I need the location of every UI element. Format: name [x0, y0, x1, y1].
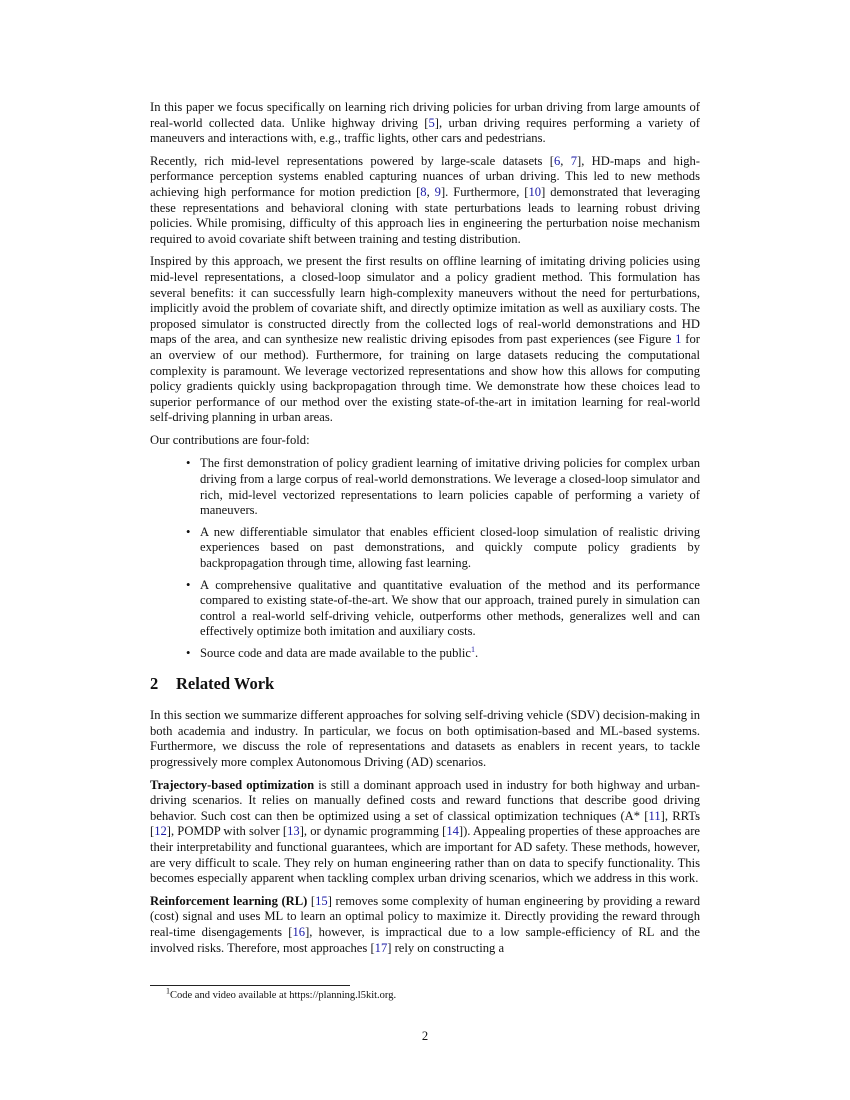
text-run: ], however, is impractical due to a low sample-efficiency of RL and the involved risks. Therefore, most approaches [ [150, 924, 700, 955]
citation-link[interactable]: 5 [428, 115, 435, 130]
intro-paragraph-1 [150, 100, 700, 147]
text-run: is still a dominant approach used in industry for both highway and urban-driving scenarios. It relies on manually defined costs and reward functions that describe good driving behavior. Such cost can then be optimized using a set of classical optimization techniques (A* [ [150, 777, 700, 823]
contributions-list [150, 456, 700, 661]
citation-link[interactable]: 1 [675, 332, 682, 347]
text-run: ]). Appealing properties of these approaches are their interpretability and functional guarantees, which are important for AD safety. These methods, however, are very difficult to scale. They rely on human engineering rather than on data to specify functionality. This becomes especially apparent when tackling complex urban driving scenarios, which we address in this work. [150, 824, 700, 886]
text-run: Source code and data are made available to the public [200, 646, 471, 660]
bold-term: Trajectory-based optimization [150, 777, 315, 792]
text-run: In this paper we focus specifically on learning rich driving policies for urban driving from large amounts of real-world collected data. Unlike highway driving [ [150, 100, 700, 130]
citation-link[interactable]: 10 [528, 184, 542, 199]
citation-link[interactable]: 6 [553, 153, 561, 168]
text-run: ], POMDP with solver [ [166, 824, 288, 839]
text-run: Inspired by this approach, we present the first results on offline learning of imitating driving policies using mid-level representations, a closed-loop simulator and a policy gradient method. This formulation has several benefits: it can successfully learn high-complexity maneuvers without the need for perturbations, implicitly avoid the problem of covariate shift, and directly optimize imitation as well as auxiliary costs. The proposed simulator is constructed directly from the collected logs of real-world demonstrations and HD maps of the area, and can synthesize new realistic driving episodes from past experiences (see Figure [150, 254, 700, 347]
footnote-text: Code and video available at https://planning.l5kit.org. [170, 990, 397, 1001]
citation-link[interactable]: 7 [570, 153, 577, 168]
text-run: ], HD-maps and high-performance perception systems enabled capturing nuances of urban driving. This led to new methods achieving high performance for motion prediction [ [150, 153, 700, 199]
text-run: In this section we summarize different approaches for solving self-driving vehicle (SDV) decision-making in both academia and industry. In particular, we focus on both optimisation-based and ML-based systems. Furthermore, we discuss the role of representations and datasets as enablers in recent years, to tackle progressively more complex Autonomous Driving (AD) scenarios. [150, 708, 700, 769]
page-number: 2 [421, 1029, 429, 1043]
text-run: ], RRTs [ [150, 808, 700, 839]
text-run: ] rely on constructing a [387, 940, 505, 955]
contributions-intro [150, 433, 700, 449]
text-run: ]. Furthermore, [ [440, 184, 529, 199]
text-run: for an overview of our method). Furthermore, for training on large datasets reducing the computational complexity is paramount. We leverage vectorized representations and show how this allows for computing policy gradients quickly using backpropagation through time. We demonstrate how these choices lead to superior performance of our method over the existing state-of-the-art in imitation learning for real-world self-driving planning in urban areas. [150, 332, 700, 425]
footnote-mark: 1 [166, 986, 170, 996]
text-run: , [426, 184, 435, 199]
citation-link[interactable]: 11 [648, 808, 661, 823]
text-run: A comprehensive qualitative and quantitative evaluation of the method and its performance compared to existing state-of-the-art. We show that our approach, trained purely in simulation can control a real-world self-driving vehicle, outperforms other methods, generalizes well and can effectively optimize both imitation and auxiliary costs. [200, 577, 700, 639]
citation-link[interactable]: 12 [154, 824, 167, 839]
text-run: The first demonstration of policy gradient learning of imitative driving policies for complex urban driving from a large corpus of real-world demonstrations. We leverage a closed-loop simulator and rich, mid-level vectorized representations to learn policies capable of performing a variety of maneuvers. [200, 456, 700, 518]
text-run: , [560, 153, 571, 168]
citation-link[interactable]: 15 [315, 893, 328, 908]
footnote-rule [150, 985, 350, 986]
text-run: ], urban driving requires performing a variety of maneuvers and interactions with, e.g., traffic lights, other cars and pedestrians. [150, 115, 700, 146]
text-run: ], or dynamic programming [ [299, 824, 447, 839]
section-title: Related Work [176, 673, 275, 693]
bold-term: Reinforcement learning (RL) [150, 893, 308, 908]
text-run: Our contributions are four-fold: [150, 432, 310, 447]
text-run: ] removes some complexity of human engineering by providing a reward (cost) signal and uses ML to learn an optimal policy to maximize it. Directly providing the reward through real-time disengagements [ [150, 893, 700, 939]
intro-paragraph-2 [150, 154, 700, 248]
text-run: [ [307, 893, 316, 908]
footnote [166, 986, 397, 1002]
related-paragraph-3 [150, 894, 700, 956]
citation-link[interactable]: 8 [420, 184, 427, 199]
contribution-item [200, 646, 700, 662]
text-run: Recently, rich mid-level representations powered by large-scale datasets [ [150, 153, 554, 168]
footnote-ref[interactable]: 1 [471, 644, 475, 654]
citation-link[interactable]: 16 [292, 924, 306, 939]
related-paragraph-2 [150, 778, 700, 887]
related-paragraph-1 [150, 708, 700, 770]
citation-link[interactable]: 17 [374, 940, 388, 955]
text-run: . [475, 646, 479, 660]
citation-link[interactable]: 13 [287, 824, 300, 839]
text-run: ] demonstrated that leveraging these representations and behavioral cloning with state perturbations leads to learning robust driving policies. While promising, difficulty of this approach lies in engineering the perturbation noise mechanism required to avoid covariate shift between training and testing distribution. [150, 184, 700, 246]
paper-body [150, 100, 700, 963]
citation-link[interactable]: 14 [446, 824, 459, 839]
contribution-item [200, 578, 700, 640]
section-number: 2 [150, 673, 159, 693]
citation-link[interactable]: 9 [434, 184, 441, 199]
section-heading [150, 673, 700, 693]
contribution-item [200, 456, 700, 518]
contribution-item [200, 525, 700, 572]
intro-paragraph-3 [150, 254, 700, 426]
text-run: A new differentiable simulator that enables efficient closed-loop simulation of realistic driving experiences based on past demonstrations, and quickly compute policy gradients by backpropagation through time, allowing fast learning. [200, 524, 700, 571]
